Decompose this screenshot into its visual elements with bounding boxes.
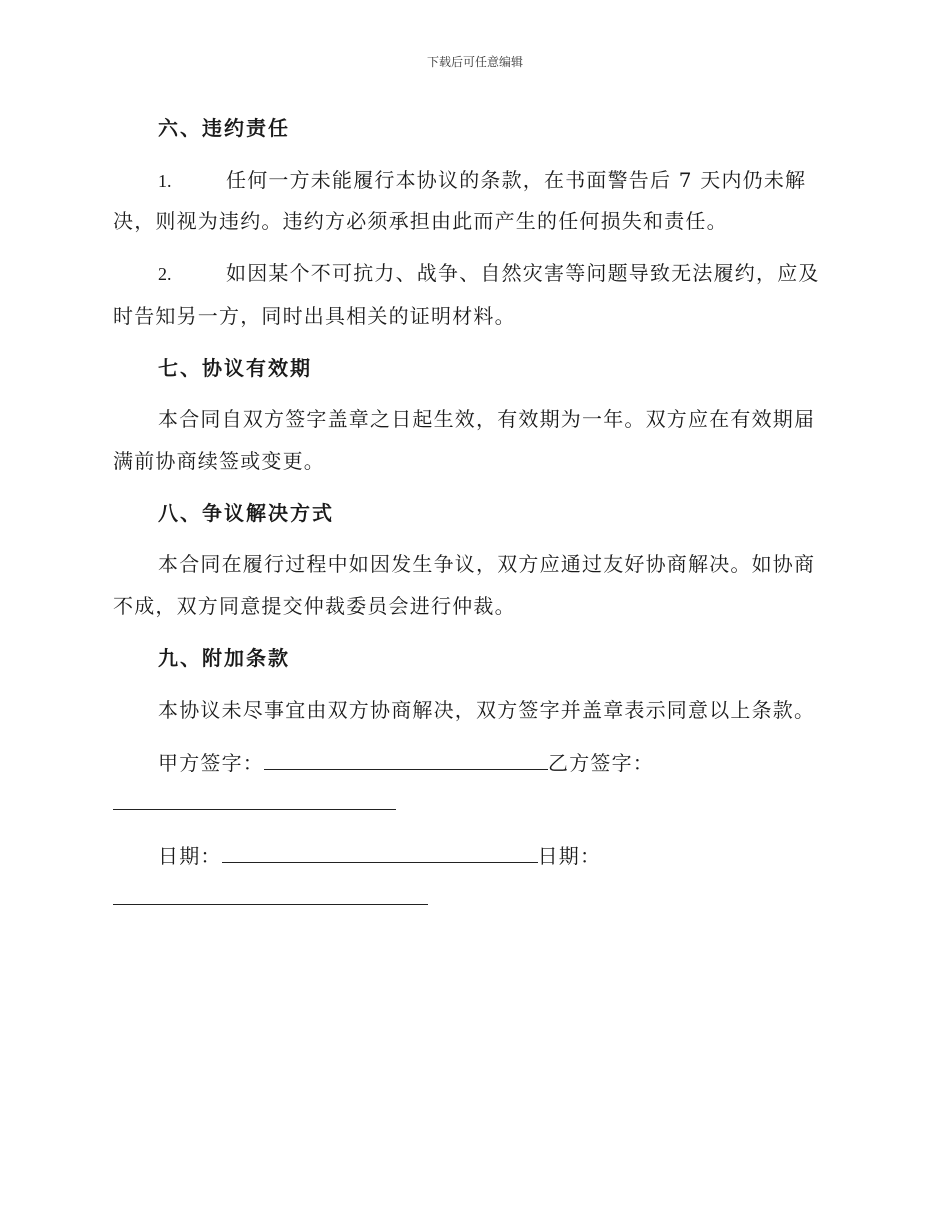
clause-text: 任何一方未能履行本协议的条款，在书面警告后 7 天内仍未解: [226, 168, 807, 192]
validity-line-2: 满前协商续签或变更。: [113, 449, 325, 473]
section-heading-breach: 六、违约责任: [158, 116, 290, 140]
party-a-date-line: [222, 842, 538, 863]
date-row: [158, 842, 601, 870]
validity-line-1: 本合同自双方签字盖章之日起生效，有效期为一年。双方应在有效期届: [158, 407, 816, 431]
clause-6-1-line-2: 决，则视为违约。违约方必须承担由此而产生的任何损失和责任。: [113, 209, 728, 233]
party-a-signature-line: [264, 749, 548, 770]
party-b-date-line: [113, 904, 428, 905]
clause-6-2-line-1: [158, 259, 820, 288]
clause-number: 2.: [158, 264, 172, 284]
dispute-line-2: 不成，双方同意提交仲裁委员会进行仲裁。: [113, 594, 516, 618]
page-header: 下载后可任意编辑: [426, 55, 523, 69]
section-heading-validity: 七、协议有效期: [158, 356, 312, 380]
additional-line-1: 本协议未尽事宜由双方协商解决，双方签字并盖章表示同意以上条款。: [158, 698, 816, 722]
clause-6-1-line-1: [158, 166, 806, 195]
section-heading-additional: 九、附加条款: [158, 646, 290, 670]
party-b-date-label: 日期：: [537, 844, 602, 868]
dispute-line-1: 本合同在履行过程中如因发生争议，双方应通过友好协商解决。如协商: [158, 552, 816, 576]
party-a-date-label: 日期：: [158, 844, 222, 868]
section-heading-dispute: 八、争议解决方式: [158, 501, 334, 525]
party-a-signature-label: 甲方签字：: [158, 751, 264, 775]
signature-row: [158, 749, 654, 777]
party-b-signature-label: 乙方签字：: [548, 751, 654, 775]
clause-6-2-line-2: 时告知另一方，同时出具相关的证明材料。: [113, 304, 516, 328]
clause-number: 1.: [158, 171, 172, 191]
clause-text: 如因某个不可抗力、战争、自然灾害等问题导致无法履约，应及: [226, 261, 820, 285]
party-b-signature-line: [113, 809, 396, 810]
